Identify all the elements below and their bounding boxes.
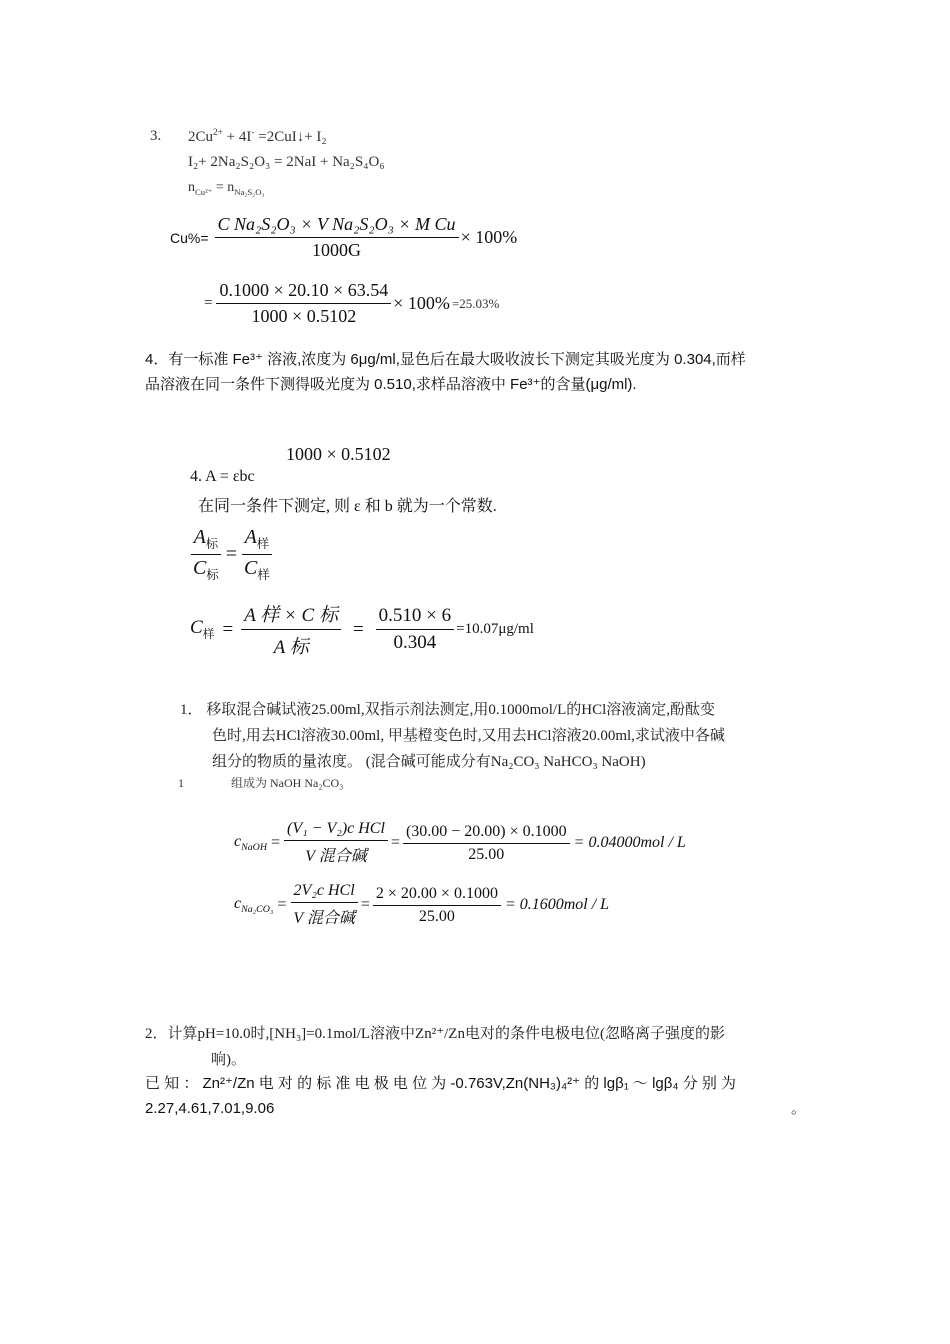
sol3-mole-relation: $n_{Cu^{2+}} = n_{Na_2S_2O_3}$ [188, 180, 265, 197]
sol3-formula-1: Cu%= $\frac{\text{C Na₂S₂O₃ × V Na₂S₂O₃ × M Cu}}{1000G}$ × 100% [170, 214, 518, 260]
question-2-known [145, 1071, 810, 1121]
sol1-na2co3-result: = 0.1600mol / L [504, 896, 610, 913]
sol1-na2co3-formula: $c_{Na_2CO_3}$ = $\frac{\text{2V₂c HCl}}{\text{V 混合碱}}$ = $\frac{2 \times 20.00 \times 0.1000}{25.00}$ = 0.1600mol / L [234, 882, 610, 927]
sol3-result: =25.03% [451, 295, 500, 311]
question-2 [145, 1021, 810, 1073]
sol4-result-formula: $C_样$ = $\frac{\text{A 样 × C 标}}{\text{A 标}}$ = $\frac{0.510 \times 6}{0.304}$ =10.07μg/ml [190, 600, 534, 659]
cu-percent-label: Cu%= [170, 229, 209, 246]
sol4-result: =10.07μg/ml [456, 621, 534, 637]
sol3-number: 3. [150, 128, 162, 144]
sol3-reaction-1: $2Cu^{2+} + 4I^-$ =2CuI↓+ I₂ [188, 128, 327, 145]
question-2-known-line-2: 2.27,4.61,7.01,9.06 [145, 1100, 275, 1117]
sol3-formula-2: = $\frac{0.1000 \times 20.10 \times 63.54}{1000 \times 0.5102}$ × 100% =25.03% [204, 280, 500, 326]
sol4-line-2: 在同一条件下测定, 则 ε 和 b 就为一个常数. [198, 498, 497, 515]
question-2-line-1: 2．计算pH=10.0时,[NH₃]=0.1mol/L溶液中Zn²⁺/Zn电对的条件电极电位(忽略离子强度的影 [145, 1026, 725, 1042]
question-1 [180, 697, 820, 775]
question-1-line-3: 组分的物质的量浓度。 (混合碱可能成分有Na₂CO₃ NaHCO₃ NaOH) [212, 754, 646, 770]
question-4 [145, 347, 825, 397]
question-2-known-line-1: 已 知 ： Zn²⁺/Zn 电 对 的 标 准 电 极 电 位 为 -0.763V,Zn(NH₃)₄²⁺ 的 lgβ₁ ～ lgβ₄ 分 别 为 [145, 1075, 737, 1092]
sol1-naoh-formula: $c_{NaOH}$ = $\frac{\text{(V₁ − V₂)c HCl}}{\text{V 混合碱}}$ = $\frac{(30.00 - 20.00) \times 0.1000}{25.00}$ = 0.04000mol / L [234, 820, 686, 865]
sol1-header: 1 组成为 NaOH Na₂CO₃ [178, 776, 344, 790]
sol4-header-expr: 1000 × 0.5102 [286, 444, 391, 464]
question-1-line-1: 1． 移取混合碱试液25.00ml,双指示剂法测定,用0.1000mol/L的HCl溶液滴定,酚酞变 [180, 702, 716, 718]
question-4-line-1: 4．有一标准 Fe³⁺ 溶液,浓度为 6μg/ml,显色后在最大吸收波长下测定其吸光度为 0.304,而样 [145, 351, 746, 368]
sol4-ratio-formula: $\frac{A_标}{C_标}$ = $\frac{A_样}{C_样}$ [190, 526, 273, 583]
sol3-fraction-2: $\frac{0.1000 \times 20.10 \times 63.54}{1000 \times 0.5102}$ [216, 280, 391, 327]
sol3-reaction-2: I₂+ 2Na₂S₂O₃ = 2NaI + Na₂S₄O₆ [188, 154, 385, 170]
question-2-line-2: 响)。 [211, 1052, 246, 1068]
question-1-line-2: 色时,用去HCl溶液30.00ml, 甲基橙变色时,又用去HCl溶液20.00ml,求试液中各碱 [212, 728, 725, 744]
question-2-end-mark: 。 [791, 1100, 807, 1117]
sol3-fraction-1: $\frac{\text{C Na₂S₂O₃ × V Na₂S₂O₃ × M Cu}}{1000G}$ [215, 214, 459, 261]
sol1-naoh-result: = 0.04000mol / L [573, 834, 686, 851]
question-4-line-2: 品溶液在同一条件下测得吸光度为 0.510,求样品溶液中 Fe³⁺的含量(μg/ml). [145, 376, 637, 393]
sol4-line-1: 4. A = εbc [190, 468, 255, 485]
